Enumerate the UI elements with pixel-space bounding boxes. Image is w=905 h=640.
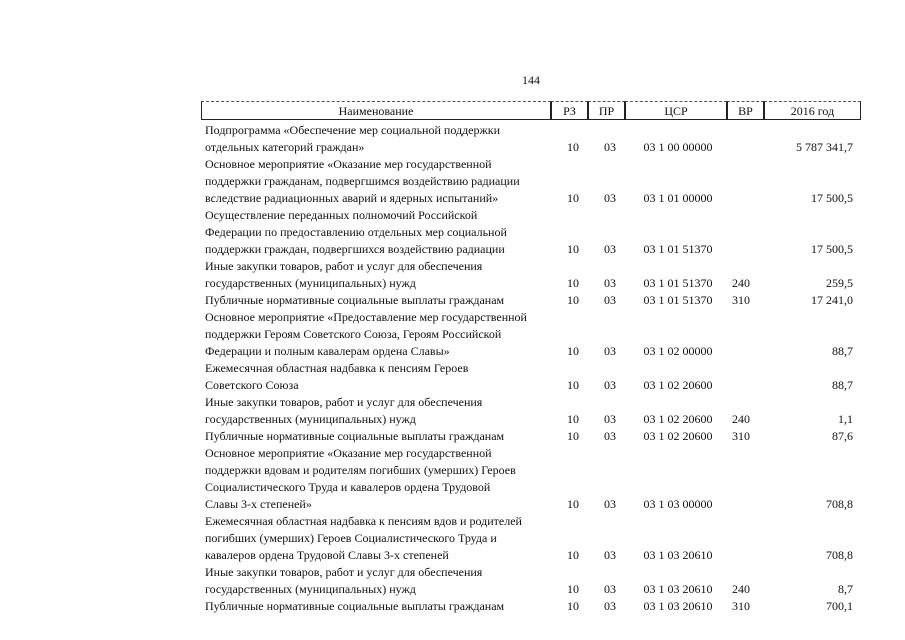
table-row — [205, 428, 865, 445]
row-sum: 87,6 — [832, 429, 853, 443]
row-name-line: государственных (муниципальных) нужд — [205, 582, 416, 596]
row-rz: 10 — [567, 191, 579, 205]
row-csr: 03 1 02 20600 — [643, 429, 713, 443]
row-sum: 5 787 341,7 — [796, 140, 853, 154]
row-pr: 03 — [604, 293, 616, 307]
row-name-line: Ежемесячная областная надбавка к пенсиям Героев — [205, 361, 469, 375]
row-csr: 03 1 03 20610 — [643, 548, 713, 562]
row-name — [205, 428, 551, 445]
row-name-line: Иные закупки товаров, работ и услуг для обеспечения — [205, 395, 483, 409]
column-header-pr: ПР — [588, 101, 625, 120]
row-name-line: Социалистического Труда и кавалеров ордена Трудовой — [205, 480, 491, 494]
column-header-csr: ЦСР — [625, 101, 727, 120]
row-rz: 10 — [567, 599, 579, 613]
table-row — [205, 122, 865, 156]
row-sum: 708,8 — [826, 548, 853, 562]
row-name — [205, 394, 551, 428]
page-number: 144 — [522, 73, 540, 87]
table-row — [205, 156, 865, 207]
table-row — [205, 360, 865, 394]
row-csr: 03 1 01 00000 — [643, 191, 713, 205]
row-name — [205, 513, 551, 564]
row-rz: 10 — [567, 412, 579, 426]
column-header-year: 2016 год — [764, 101, 861, 120]
row-vr: 240 — [732, 412, 750, 426]
row-csr: 03 1 03 00000 — [643, 497, 713, 511]
row-name-line: поддержки Героям Советского Союза, Героям Российской — [205, 327, 502, 341]
row-vr: 240 — [732, 582, 750, 596]
row-name-line: Иные закупки товаров, работ и услуг для обеспечения — [205, 259, 483, 273]
row-csr: 03 1 02 20600 — [643, 378, 713, 392]
row-rz: 10 — [567, 497, 579, 511]
row-vr: 240 — [732, 276, 750, 290]
row-rz: 10 — [567, 582, 579, 596]
row-name-line: Федерации и полным кавалерам ордена Славы» — [205, 344, 450, 358]
row-name-line: Подпрограмма «Обеспечение мер социальной поддержки — [205, 123, 501, 137]
row-vr: 310 — [732, 599, 750, 613]
row-name — [205, 156, 551, 207]
row-name — [205, 598, 551, 615]
row-rz: 10 — [567, 378, 579, 392]
row-sum: 1,1 — [838, 412, 853, 426]
row-csr: 03 1 01 51370 — [643, 242, 713, 256]
row-name — [205, 309, 551, 360]
row-pr: 03 — [604, 378, 616, 392]
row-sum: 700,1 — [826, 599, 853, 613]
row-rz: 10 — [567, 429, 579, 443]
row-name-line: кавалеров ордена Трудовой Славы 3-х степеней — [205, 548, 449, 562]
row-name-line: отдельных категорий граждан» — [205, 140, 365, 154]
row-sum: 17 500,5 — [811, 242, 853, 256]
row-rz: 10 — [567, 548, 579, 562]
row-name-line: Основное мероприятие «Оказание мер государственной — [205, 157, 492, 171]
row-pr: 03 — [604, 276, 616, 290]
row-rz: 10 — [567, 344, 579, 358]
row-name-line: Ежемесячная областная надбавка к пенсиям вдов и родителей — [205, 514, 522, 528]
row-csr: 03 1 01 51370 — [643, 276, 713, 290]
row-name-line: Публичные нормативные социальные выплаты гражданам — [205, 599, 505, 613]
row-rz: 10 — [567, 276, 579, 290]
row-name — [205, 360, 551, 394]
row-name — [205, 564, 551, 598]
row-name — [205, 258, 551, 292]
table-row — [205, 207, 865, 258]
row-name-line: поддержки граждан, подвергшихся воздействию радиации — [205, 242, 505, 256]
row-name — [205, 292, 551, 309]
row-pr: 03 — [604, 497, 616, 511]
table-row — [205, 309, 865, 360]
table-row — [205, 598, 865, 615]
row-pr: 03 — [604, 344, 616, 358]
row-name-line: Публичные нормативные социальные выплаты гражданам — [205, 293, 505, 307]
table-body — [205, 122, 865, 615]
row-name-line: Осуществление переданных полномочий Российской — [205, 208, 478, 222]
row-name-line: поддержки гражданам, подвергшимся воздействию радиации — [205, 174, 520, 188]
table-row — [205, 513, 865, 564]
row-rz: 10 — [567, 242, 579, 256]
row-csr: 03 1 02 00000 — [643, 344, 713, 358]
row-name-line: государственных (муниципальных) нужд — [205, 412, 416, 426]
row-name-line: погибших (умерших) Героев Социалистического Труда и — [205, 531, 497, 545]
table-row — [205, 394, 865, 428]
row-name-line: поддержки вдовам и родителям погибших (умерших) Героев — [205, 463, 516, 477]
row-name-line: вследствие радиационных аварий и ядерных испытаний» — [205, 191, 499, 205]
row-vr: 310 — [732, 429, 750, 443]
row-sum: 88,7 — [832, 378, 853, 392]
row-sum: 17 241,0 — [811, 293, 853, 307]
row-csr: 03 1 00 00000 — [643, 140, 713, 154]
row-rz: 10 — [567, 293, 579, 307]
table-row — [205, 258, 865, 292]
row-pr: 03 — [604, 140, 616, 154]
row-pr: 03 — [604, 429, 616, 443]
row-pr: 03 — [604, 582, 616, 596]
row-pr: 03 — [604, 599, 616, 613]
row-pr: 03 — [604, 191, 616, 205]
row-rz: 10 — [567, 140, 579, 154]
row-name-line: Основное мероприятие «Оказание мер государственной — [205, 446, 492, 460]
row-csr: 03 1 01 51370 — [643, 293, 713, 307]
row-name-line: Публичные нормативные социальные выплаты гражданам — [205, 429, 505, 443]
row-name-line: государственных (муниципальных) нужд — [205, 276, 416, 290]
table-row — [205, 564, 865, 598]
row-name — [205, 122, 551, 156]
row-name — [205, 445, 551, 513]
row-name-line: Иные закупки товаров, работ и услуг для обеспечения — [205, 565, 483, 579]
row-sum: 88,7 — [832, 344, 853, 358]
row-name-line: Основное мероприятие «Предоставление мер государственной — [205, 310, 527, 324]
row-name — [205, 207, 551, 258]
table-header — [201, 101, 861, 122]
column-header-rz: РЗ — [551, 101, 588, 120]
row-csr: 03 1 02 20600 — [643, 412, 713, 426]
row-vr: 310 — [732, 293, 750, 307]
row-csr: 03 1 03 20610 — [643, 599, 713, 613]
row-name-line: Советского Союза — [205, 378, 299, 392]
column-header-vr: ВР — [727, 101, 764, 120]
row-pr: 03 — [604, 548, 616, 562]
row-sum: 259,5 — [826, 276, 853, 290]
row-pr: 03 — [604, 242, 616, 256]
row-sum: 708,8 — [826, 497, 853, 511]
row-sum: 8,7 — [838, 582, 853, 596]
row-name-line: Федерации по предоставлению отдельных мер социальной — [205, 225, 507, 239]
row-name-line: Славы 3-х степеней» — [205, 497, 312, 511]
row-pr: 03 — [604, 412, 616, 426]
row-sum: 17 500,5 — [811, 191, 853, 205]
column-header-name: Наименование — [201, 101, 551, 120]
row-csr: 03 1 03 20610 — [643, 582, 713, 596]
table-row — [205, 445, 865, 513]
table-row — [205, 292, 865, 309]
